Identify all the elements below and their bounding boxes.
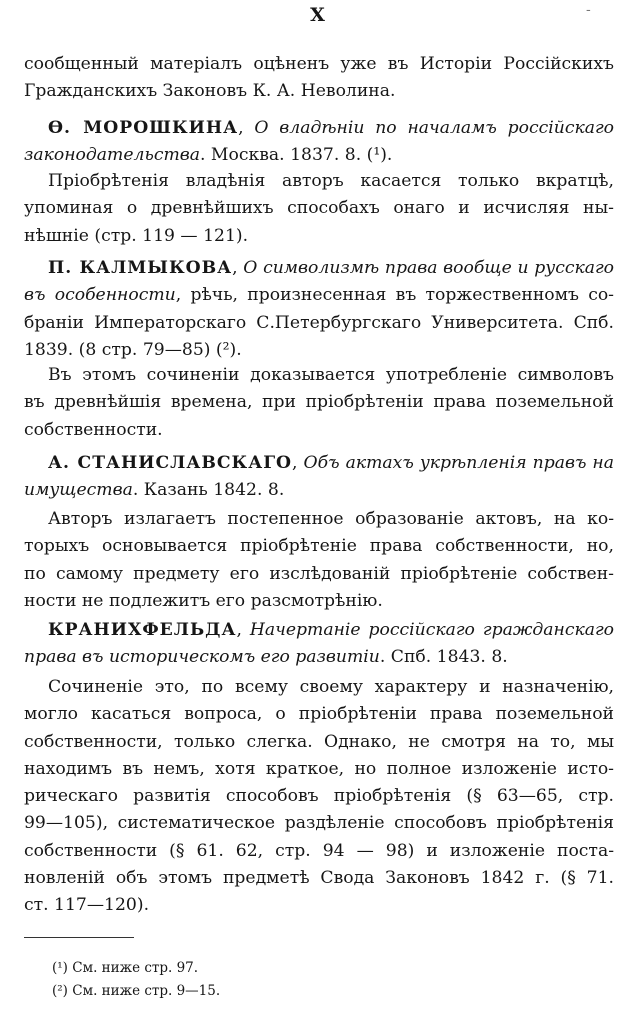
- entry-kalmykov-body: [24, 362, 614, 444]
- body-line: ст. 117—120).: [24, 895, 150, 916]
- entry-author: П. КАЛМЫКОВА: [48, 258, 233, 278]
- body-line: ности не подлежитъ его разсмотрѣнію.: [24, 590, 383, 611]
- body-line: Авторъ излагаетъ постепенное образованіе актовъ, на ко-: [48, 509, 614, 529]
- intro-line-1: сообщенный матеріалъ оцѣненъ уже въ Исторіи Россійскихъ: [24, 54, 614, 74]
- body-line: новленій объ этомъ предметѣ Свода Законовъ 1842 г. (§ 71.: [24, 868, 614, 889]
- entry-heading-line: [24, 115, 614, 142]
- entry-kranikhfeld-heading: [24, 617, 614, 672]
- entry-heading-line: [24, 255, 614, 282]
- entry-author: Ѳ. МОРОШКИНА: [48, 118, 239, 138]
- body-line: упоминая о древнѣйшихъ способахъ онаго и исчисляя ны-: [24, 198, 614, 219]
- entry-author: А. СТАНИСЛАВСКАГО: [48, 453, 293, 473]
- entry-title-cont: законодательства: [24, 145, 200, 166]
- entry-sep: ,: [292, 453, 304, 473]
- entry-heading-line: [24, 617, 614, 644]
- entry-heading-line: 1839. (8 стр. 79—85) (²).: [24, 339, 242, 360]
- entry-sep: ,: [236, 620, 250, 640]
- intro-paragraph: [24, 51, 614, 106]
- footnote-2: (²) См. ниже стр. 9—15.: [52, 983, 221, 999]
- intro-line-2: Гражданскихъ Законовъ К. А. Неволина.: [24, 81, 396, 102]
- entry-heading-line: [24, 477, 614, 504]
- body-line: Сочиненіе это, по всему своему характеру и назначенію,: [48, 677, 614, 697]
- entry-title: Начертаніе россійскаго гражданскаго: [249, 620, 614, 640]
- entry-kalmykov-heading: [24, 255, 614, 364]
- footnote-divider: [24, 937, 134, 938]
- body-line: могло касаться вопроса, о пріобрѣтеніи права поземельной: [24, 704, 614, 725]
- body-line: Пріобрѣтенія владѣнія авторъ касается только вкратцѣ,: [48, 171, 614, 191]
- body-line: рическаго развитія способовъ пріобрѣтенія (§ 63—65, стр.: [24, 786, 614, 807]
- body-line: Въ этомъ сочиненіи доказывается употребленіе символовъ: [48, 365, 614, 385]
- body-line: собственности (§ 61. 62, стр. 94 — 98) и изложеніе поста-: [24, 840, 614, 861]
- entry-title: Объ актахъ укрѣпленія правъ на: [303, 453, 614, 473]
- entry-heading-line: браніи Императорскаго С.Петербургскаго Университета. Спб.: [24, 312, 614, 333]
- body-line: собственности.: [24, 419, 163, 440]
- entry-imprint: . Спб. 1843. 8.: [379, 647, 508, 668]
- entry-title: О владѣніи по началамъ россійскаго: [254, 118, 614, 138]
- entry-kranikhfeld-body: [24, 674, 614, 920]
- entry-title: О символизмѣ права вообще и русскаго: [243, 258, 615, 278]
- body-line: торыхъ основывается пріобрѣтеніе права собственности, но,: [24, 536, 614, 557]
- entry-imprint: . Казань 1842. 8.: [132, 480, 285, 501]
- entry-title-cont: права въ историческомъ его развитіи: [24, 647, 380, 668]
- body-line: собственности, только слегка. Однако, не смотря на то, мы: [24, 731, 614, 752]
- body-line: въ древнѣйшія времена, при пріобрѣтеніи права поземельной: [24, 392, 614, 413]
- entry-title-cont: имущества: [24, 480, 133, 501]
- entry-morozhkin-heading: [24, 115, 614, 170]
- entry-stanislavsky-heading: [24, 450, 614, 505]
- entry-imprint: . Москва. 1837. 8. (¹).: [200, 145, 393, 166]
- entry-sep: ,: [232, 258, 244, 278]
- body-line: нѣшніе (стр. 119 — 121).: [24, 225, 249, 246]
- entry-heading-line: [24, 644, 614, 671]
- entry-heading-line: [24, 142, 614, 169]
- footnote-1: (¹) См. ниже стр. 97.: [52, 960, 199, 976]
- entry-stanislavsky-body: [24, 506, 614, 615]
- entry-sep: ,: [238, 118, 255, 138]
- entry-author: КРАНИХФЕЛЬДА: [48, 620, 237, 640]
- entry-imprint: , рѣчь, произнесенная въ торжественномъ со-: [175, 285, 614, 306]
- entry-morozhkin-body: [24, 168, 614, 250]
- corner-mark: -: [586, 2, 591, 18]
- body-line: по самому предмету его изслѣдованій пріобрѣтеніе собствен-: [24, 563, 614, 584]
- page-number: X: [310, 4, 326, 26]
- body-line: 99—105), систематическое раздѣленіе способовъ пріобрѣтенія: [24, 813, 614, 834]
- entry-title-cont: въ особенности: [24, 285, 176, 306]
- body-line: находимъ въ немъ, хотя краткое, но полное изложеніе исто-: [24, 758, 614, 779]
- entry-heading-line: [24, 450, 614, 477]
- entry-heading-line: [24, 282, 614, 309]
